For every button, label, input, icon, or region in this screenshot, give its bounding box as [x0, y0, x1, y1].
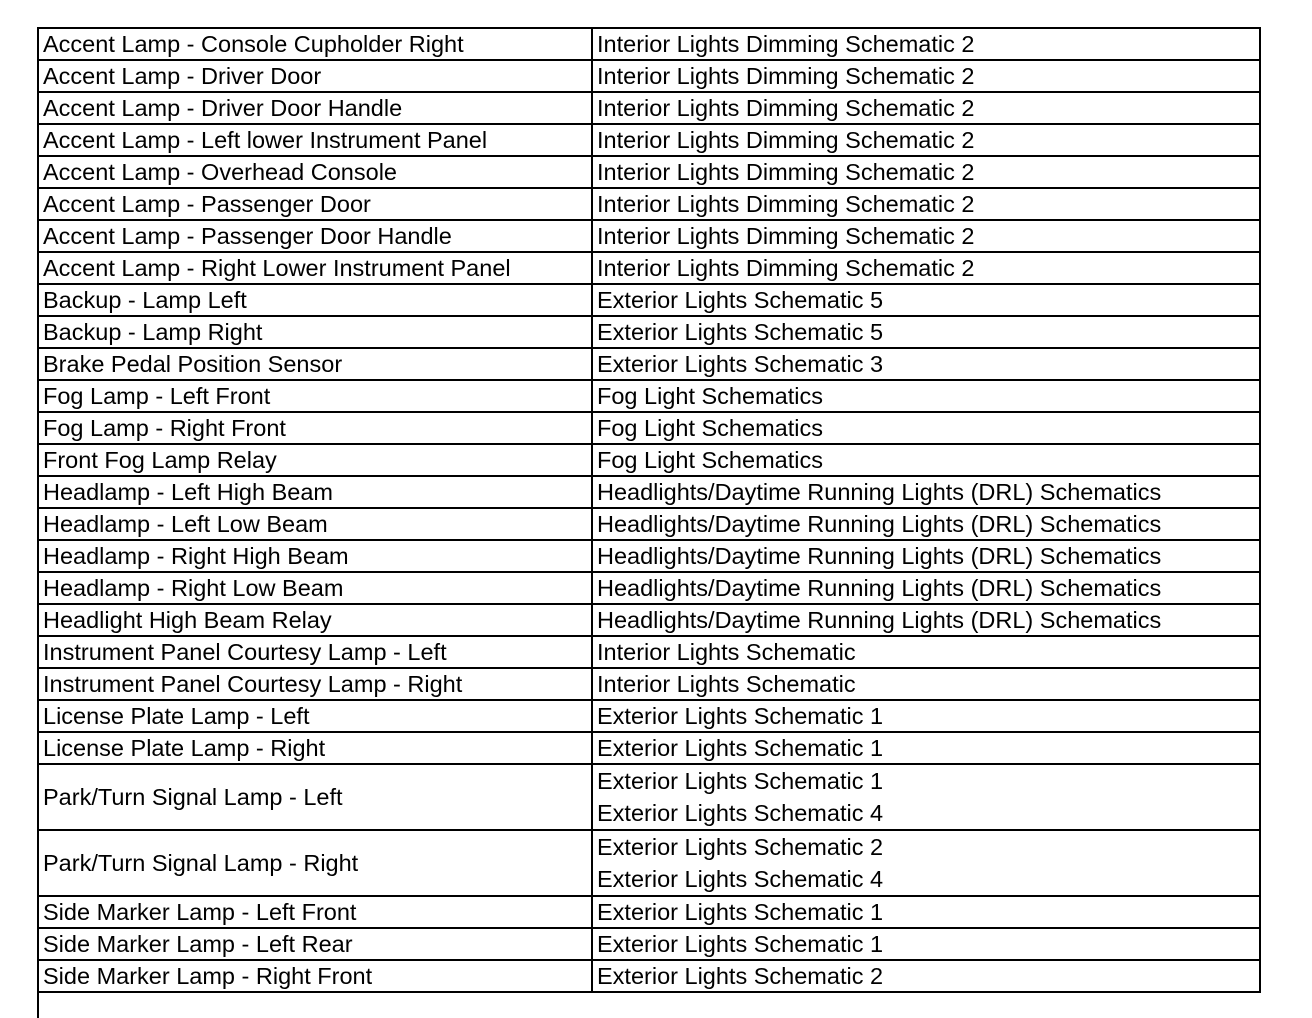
table-row	[38, 124, 1260, 156]
table-row	[38, 444, 1260, 476]
table-row	[38, 252, 1260, 284]
schematic-cell: Exterior Lights Schematic 1	[592, 928, 1260, 960]
schematic-cell: Exterior Lights Schematic 3	[592, 348, 1260, 380]
table-row	[38, 508, 1260, 540]
schematic-cell: Fog Light Schematics	[592, 412, 1260, 444]
schematic-cell: Fog Light Schematics	[592, 444, 1260, 476]
component-cell: License Plate Lamp - Right	[38, 732, 592, 764]
component-cell: Accent Lamp - Driver Door Handle	[38, 92, 592, 124]
schematic-line: Exterior Lights Schematic 2	[597, 834, 884, 860]
table-row	[38, 60, 1260, 92]
table-row	[38, 476, 1260, 508]
table-row	[38, 700, 1260, 732]
component-cell: Park/Turn Signal Lamp - Left	[38, 764, 592, 830]
schematic-cell	[592, 830, 1260, 896]
component-cell: Accent Lamp - Driver Door	[38, 60, 592, 92]
table-row	[38, 92, 1260, 124]
table-row	[38, 380, 1260, 412]
schematic-cell: Interior Lights Dimming Schematic 2	[592, 188, 1260, 220]
schematic-cell: Interior Lights Dimming Schematic 2	[592, 220, 1260, 252]
schematic-cell: Interior Lights Dimming Schematic 2	[592, 28, 1260, 60]
table-row	[38, 636, 1260, 668]
table-row	[38, 220, 1260, 252]
schematic-cell: Exterior Lights Schematic 1	[592, 732, 1260, 764]
component-cell: Side Marker Lamp - Right Front	[38, 960, 592, 992]
component-cell: Accent Lamp - Console Cupholder Right	[38, 28, 592, 60]
component-cell: Headlamp - Left Low Beam	[38, 508, 592, 540]
component-cell: Side Marker Lamp - Left Rear	[38, 928, 592, 960]
table-row	[38, 316, 1260, 348]
component-cell: Accent Lamp - Right Lower Instrument Panel	[38, 252, 592, 284]
schematic-line: Exterior Lights Schematic 4	[597, 800, 884, 826]
table-border-stub	[37, 987, 39, 1018]
component-cell: Headlamp - Left High Beam	[38, 476, 592, 508]
schematic-cell: Interior Lights Dimming Schematic 2	[592, 92, 1260, 124]
schematic-cell: Interior Lights Dimming Schematic 2	[592, 156, 1260, 188]
component-cell: Accent Lamp - Passenger Door Handle	[38, 220, 592, 252]
table-row	[38, 156, 1260, 188]
component-cell: Instrument Panel Courtesy Lamp - Right	[38, 668, 592, 700]
component-cell: Headlamp - Right Low Beam	[38, 572, 592, 604]
table-row	[38, 604, 1260, 636]
component-cell: Instrument Panel Courtesy Lamp - Left	[38, 636, 592, 668]
schematic-cell: Exterior Lights Schematic 1	[592, 700, 1260, 732]
schematic-cell: Exterior Lights Schematic 5	[592, 284, 1260, 316]
component-cell: Headlight High Beam Relay	[38, 604, 592, 636]
schematic-cell: Headlights/Daytime Running Lights (DRL) Schematics	[592, 476, 1260, 508]
component-cell: Accent Lamp - Overhead Console	[38, 156, 592, 188]
component-cell: Front Fog Lamp Relay	[38, 444, 592, 476]
component-cell: Fog Lamp - Left Front	[38, 380, 592, 412]
schematic-cell: Fog Light Schematics	[592, 380, 1260, 412]
schematic-cell: Interior Lights Schematic	[592, 668, 1260, 700]
table-row	[38, 830, 1260, 896]
component-cell: Accent Lamp - Passenger Door	[38, 188, 592, 220]
component-cell: Fog Lamp - Right Front	[38, 412, 592, 444]
schematic-cell: Interior Lights Dimming Schematic 2	[592, 252, 1260, 284]
table-body	[38, 28, 1260, 992]
table-row	[38, 896, 1260, 928]
schematic-line: Exterior Lights Schematic 1	[597, 768, 884, 794]
component-cell: Backup - Lamp Right	[38, 316, 592, 348]
table-row	[38, 572, 1260, 604]
schematic-cell: Headlights/Daytime Running Lights (DRL) Schematics	[592, 508, 1260, 540]
component-cell: Side Marker Lamp - Left Front	[38, 896, 592, 928]
schematic-cell: Headlights/Daytime Running Lights (DRL) Schematics	[592, 540, 1260, 572]
table-row	[38, 732, 1260, 764]
table-row	[38, 928, 1260, 960]
component-cell: Park/Turn Signal Lamp - Right	[38, 830, 592, 896]
schematic-cell: Exterior Lights Schematic 2	[592, 960, 1260, 992]
table-row	[38, 668, 1260, 700]
schematic-cell	[592, 764, 1260, 830]
schematic-cell: Interior Lights Schematic	[592, 636, 1260, 668]
component-cell: License Plate Lamp - Left	[38, 700, 592, 732]
component-cell: Accent Lamp - Left lower Instrument Panel	[38, 124, 592, 156]
schematic-cell: Exterior Lights Schematic 1	[592, 896, 1260, 928]
table-row	[38, 348, 1260, 380]
component-cell: Backup - Lamp Left	[38, 284, 592, 316]
schematic-line: Exterior Lights Schematic 4	[597, 866, 884, 892]
schematic-cell: Headlights/Daytime Running Lights (DRL) Schematics	[592, 604, 1260, 636]
table-row	[38, 284, 1260, 316]
table-row	[38, 412, 1260, 444]
schematic-cell: Interior Lights Dimming Schematic 2	[592, 124, 1260, 156]
table-row	[38, 188, 1260, 220]
component-cell: Headlamp - Right High Beam	[38, 540, 592, 572]
table-row	[38, 540, 1260, 572]
table-row	[38, 28, 1260, 60]
schematic-cell: Interior Lights Dimming Schematic 2	[592, 60, 1260, 92]
table-row	[38, 960, 1260, 992]
table-row	[38, 764, 1260, 830]
schematic-cell: Headlights/Daytime Running Lights (DRL) Schematics	[592, 572, 1260, 604]
component-cell: Brake Pedal Position Sensor	[38, 348, 592, 380]
schematic-cell: Exterior Lights Schematic 5	[592, 316, 1260, 348]
component-schematic-table	[37, 27, 1261, 993]
